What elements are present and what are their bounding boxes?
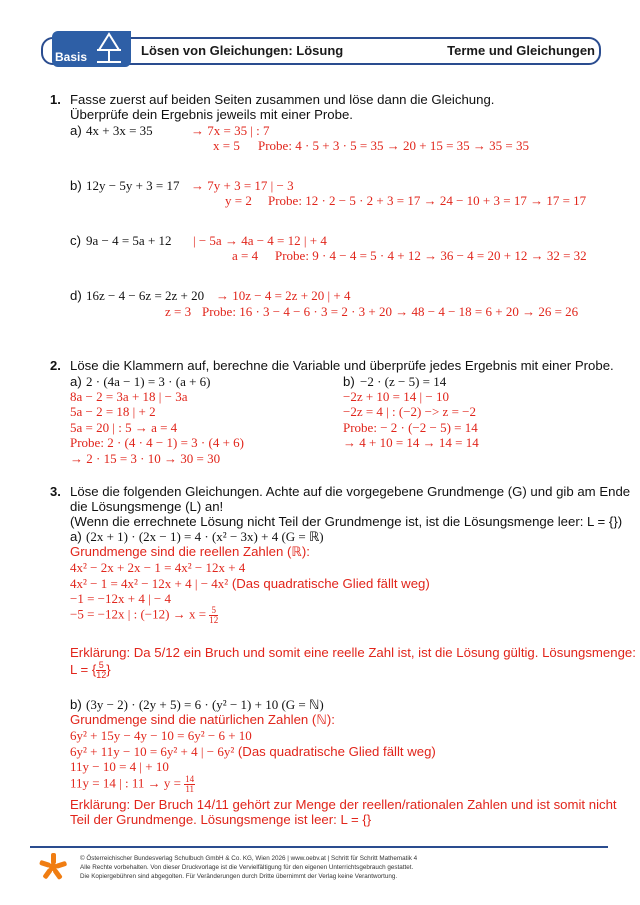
solution-step: −2z + 10 = 14 | − 10 — [343, 389, 449, 404]
solution-result: z = 3 — [165, 304, 192, 319]
solution-step: −1 = −12x + 4 | − 4 — [70, 591, 172, 606]
task-instruction: Löse die folgenden Gleichungen. Achte auf die vorgegebene Grundmenge (G) und gib am Ende — [70, 484, 631, 499]
solution-step: → 10z − 4 = 2z + 20 | + 4 — [216, 288, 351, 303]
solution-result: y = 2 — [225, 193, 252, 208]
task-instruction: Fasse zuerst auf beiden Seiten zusammen und löse dann die Gleichung. — [70, 92, 495, 107]
badge-label: Basis — [55, 50, 88, 64]
task-instruction: Überprüfe dein Ergebnis jeweils mit einer Probe. — [70, 107, 353, 122]
solution-step: → 7y + 3 = 17 | − 3 — [191, 178, 294, 193]
sub-label: a) — [70, 374, 82, 389]
footer-rights: Alle Rechte vorbehalten. Von dieser Druckvorlage ist die Vervielfältigung für den eigenen Unterrichtsgebrauch gestattet. — [80, 864, 414, 871]
task-number: 2. — [50, 358, 61, 373]
equation: (2x + 1) · (2x − 1) = 4 · (x² − 3x) + 4 (G = ℝ) — [86, 529, 324, 544]
solution-step: 4x² − 2x + 2x − 1 = 4x² − 12x + 4 — [70, 560, 246, 575]
solution-note: Grundmenge sind die natürlichen Zahlen (ℕ): — [70, 712, 335, 727]
solution-step: 5a − 2 = 18 | + 2 — [70, 404, 156, 419]
footer-disclaimer: Die Kopiergebühren sind abgegolten. Für Veränderungen durch Dritte übernimmt der Verlag keine Verantwortung. — [80, 873, 398, 880]
solution-step: Probe: − 2 · (−2 − 5) = 14 — [343, 420, 478, 435]
equation: 12y − 5y + 3 = 17 — [86, 178, 180, 193]
task-instruction: Löse die Klammern auf, berechne die Variable und überprüfe jedes Ergebnis mit einer Probe. — [70, 358, 614, 373]
solution-result: x = 5 — [213, 138, 240, 153]
footer-copyright: © Österreichischer Bundesverlag Schulbuch GmbH & Co. KG, Wien 2026 | www.oebv.at | Schritt für Schritt Mathematik 4 — [80, 855, 418, 862]
explanation: Erklärung: Da 5/12 ein Bruch und somit eine reelle Zahl ist, ist die Lösung gültig. Lösungsmenge: — [70, 645, 636, 660]
fraction: $\frac{5}{12}$ — [209, 605, 219, 625]
task-instruction: (Wenn die errechnete Lösung nicht Teil der Grundmenge ist, ist die Lösungsmenge leer: L = {}) — [70, 514, 623, 529]
solution-step: −5 = −12x | : (−12) → x = $\frac{5}{12}$ — [70, 605, 219, 625]
task-instruction: die Lösungsmenge (L) an! — [70, 499, 224, 514]
task-number: 3. — [50, 484, 61, 499]
sub-label: d) — [70, 288, 82, 303]
sub-label: a) — [70, 529, 82, 544]
solution-step: → 7x = 35 | : 7 — [191, 123, 270, 138]
solution-step: 5a = 20 | : 5 → a = 4 — [70, 420, 178, 435]
equation: 16z − 4 − 6z = 2z + 20 — [86, 288, 205, 303]
equation: (3y − 2) · (2y + 5) = 6 · (y² − 1) + 10 (G = ℕ) — [86, 697, 324, 712]
sub-label: a) — [70, 123, 82, 138]
sub-label: c) — [70, 233, 81, 248]
solution-step: → 4 + 10 = 14 → 14 = 14 — [343, 435, 479, 450]
solution-step: | − 5a → 4a − 4 = 12 | + 4 — [193, 233, 327, 248]
fraction: $\frac{14}{11}$ — [185, 774, 195, 794]
solution-step: 6y² + 15y − 4y − 10 = 6y² − 6 + 10 — [70, 728, 252, 743]
sub-label: b) — [70, 178, 82, 193]
explanation: Erklärung: Der Bruch 14/11 gehört zur Menge der reellen/rationalen Zahlen und ist somit nicht — [70, 797, 617, 812]
fraction: $\frac{5}{12}$ — [96, 660, 107, 680]
solution-step: 6y² + 11y − 10 = 6y² + 4 | − 6y² (Das quadratische Glied fällt weg) — [70, 744, 436, 759]
task-number: 1. — [50, 92, 61, 107]
equation: 4x + 3x = 35 — [86, 123, 153, 138]
solution-note: Grundmenge sind die reellen Zahlen (ℝ): — [70, 544, 310, 559]
page-title: Lösen von Gleichungen: Lösung — [141, 43, 344, 58]
solution-step: 4x² − 1 = 4x² − 12x + 4 | − 4x² (Das quadratische Glied fällt weg) — [70, 576, 430, 591]
publisher-logo-icon — [38, 852, 68, 882]
sub-label: b) — [343, 374, 355, 389]
page-topic: Terme und Gleichungen — [447, 43, 595, 58]
sub-label: b) — [70, 697, 82, 712]
solution-step: Probe: 2 · (4 · 4 − 1) = 3 · (4 + 6) — [70, 435, 244, 450]
equation: −2 · (z − 5) = 14 — [360, 374, 447, 389]
solution-step: 11y = 14 | : 11 → y = $\frac{14}{11}$ — [70, 774, 195, 794]
explanation: L = { $\frac{5}{12}$ } — [70, 660, 111, 680]
equation: 2 · (4a − 1) = 3 · (a + 6) — [86, 374, 211, 389]
solution-step: −2z = 4 | : (−2) −> z = −2 — [343, 404, 476, 419]
solution-probe: Probe: 9 · 4 − 4 = 5 · 4 + 12 → 36 − 4 = 20 + 12 → 32 = 32 — [275, 248, 587, 263]
footer-divider — [30, 846, 608, 848]
solution-probe: Probe: 4 · 5 + 3 · 5 = 35 → 20 + 15 = 35 → 35 = 35 — [258, 138, 530, 153]
equation: 9a − 4 = 5a + 12 — [86, 233, 172, 248]
solution-probe: Probe: 16 · 3 − 4 − 6 · 3 = 2 · 3 + 20 → 48 − 4 − 18 = 6 + 20 → 26 = 26 — [202, 304, 579, 319]
solution-step: → 2 · 15 = 3 · 10 → 30 = 30 — [70, 451, 221, 466]
solution-step: 8a − 2 = 3a + 18 | − 3a — [70, 389, 188, 404]
explanation: Teil der Grundmenge. Lösungsmenge ist leer: L = {} — [70, 812, 372, 827]
solution-step: 11y − 10 = 4 | + 10 — [70, 759, 169, 774]
solution-result: a = 4 — [232, 248, 259, 263]
solution-probe: Probe: 12 · 2 − 5 · 2 + 3 = 17 → 24 − 10 + 3 = 17 → 17 = 17 — [268, 193, 587, 208]
